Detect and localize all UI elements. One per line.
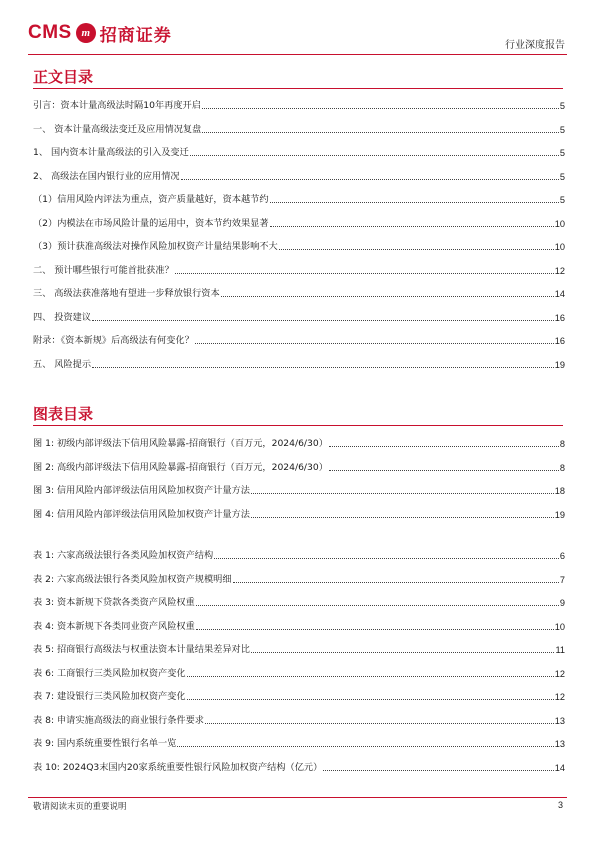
- toc-entry-page: 7: [559, 574, 565, 585]
- page-number: 3: [557, 800, 563, 810]
- toc-entry[interactable]: [33, 666, 565, 680]
- toc-entry-page: 18: [554, 486, 565, 496]
- toc-entry-label: 图 4: 信用风险内部评级法信用风险加权资产计量方法: [33, 508, 250, 520]
- toc-entry-label: 表 10: 2024Q3末国内20家系统重要性银行风险加权资产结构（亿元）: [33, 761, 323, 773]
- toc-entry-page: 5: [559, 124, 565, 135]
- toc-entry[interactable]: [33, 145, 565, 159]
- toc-entry-page: 16: [554, 336, 565, 346]
- company-logo: [28, 18, 172, 48]
- toc-entry[interactable]: [33, 216, 565, 230]
- toc-entry-page: 10: [554, 218, 565, 229]
- dot-leader: [181, 179, 559, 180]
- logo-chinese-text: 招商证券: [99, 25, 172, 46]
- toc-entry[interactable]: [33, 736, 565, 750]
- toc-entry-page: 14: [554, 289, 565, 299]
- dot-leader: [205, 723, 554, 724]
- toc-entry-page: 11: [555, 645, 565, 655]
- toc-entry-label: 四、 投资建议: [33, 311, 92, 323]
- dot-leader: [92, 367, 554, 368]
- toc-entry-label: 表 6: 工商银行三类风险加权资产变化: [33, 667, 186, 679]
- dot-leader: [196, 629, 554, 630]
- toc-entry-label: 表 9: 国内系统重要性银行名单一览: [33, 738, 177, 749]
- toc-entry-label: 表 5: 招商银行高级法与权重法资本计量结果差异对比: [33, 644, 250, 655]
- toc-entry-page: 19: [554, 509, 565, 520]
- toc-entry-page: 10: [554, 242, 565, 252]
- figures-title-rule: [33, 425, 563, 426]
- dot-leader: [329, 470, 559, 471]
- toc-entry-page: 8: [559, 462, 565, 473]
- toc-entry-label: 表 2: 六家高级法银行各类风险加权资产规模明细: [33, 573, 232, 585]
- toc-entry[interactable]: [33, 689, 565, 703]
- toc-entry[interactable]: [33, 483, 565, 497]
- dot-leader: [196, 605, 559, 606]
- toc-entry[interactable]: [33, 263, 565, 277]
- contents-section-title: 正文目录: [33, 68, 94, 86]
- toc-entry-label: 表 3: 资本新规下贷款各类资产风险权重: [33, 597, 195, 608]
- dot-leader: [214, 558, 559, 559]
- toc-entry-page: 5: [559, 101, 565, 111]
- toc-entry[interactable]: [33, 239, 565, 253]
- dot-leader: [187, 699, 554, 700]
- toc-entry[interactable]: [33, 286, 565, 300]
- dot-leader: [187, 676, 554, 677]
- toc-entry[interactable]: [33, 595, 565, 609]
- toc-entry-page: 6: [559, 551, 565, 561]
- toc-entry[interactable]: [33, 548, 565, 562]
- logo-latin-text: CMS: [28, 22, 72, 43]
- toc-entry[interactable]: [33, 619, 565, 633]
- footer-divider: [28, 797, 567, 798]
- toc-entry[interactable]: [33, 310, 565, 324]
- dot-leader: [202, 132, 559, 133]
- toc-entry-label: 表 4: 资本新规下各类同业资产风险权重: [33, 620, 195, 632]
- dot-leader: [270, 202, 559, 203]
- toc-entry[interactable]: [33, 436, 565, 450]
- figures-section-title: 图表目录: [33, 405, 94, 423]
- header-divider: [28, 54, 567, 55]
- toc-entry-label: 1、 国内资本计量高级法的引入及变迁: [33, 147, 189, 158]
- contents-title-rule: [33, 88, 563, 89]
- toc-entry-label: 图 3: 信用风险内部评级法信用风险加权资产计量方法: [33, 485, 250, 496]
- toc-entry-label: 二、 预计哪些银行可能首批获准？: [33, 264, 174, 276]
- dot-leader: [251, 517, 554, 518]
- toc-entry[interactable]: [33, 507, 565, 521]
- toc-entry[interactable]: [33, 460, 565, 474]
- toc-entry-page: 5: [559, 148, 565, 158]
- toc-entry-page: 19: [554, 359, 565, 370]
- toc-entry-label: 图 2: 高级内部评级法下信用风险暴露-招商银行（百万元，2024/6/30）: [33, 461, 328, 473]
- toc-entry-label: 附录：《资本新规》后高级法有何变化？: [33, 335, 194, 346]
- toc-entry-label: 三、 高级法获准落地有望进一步释放银行资本: [33, 288, 220, 299]
- footer-disclaimer: 敬请阅读末页的重要说明: [33, 802, 127, 812]
- toc-entry-label: 一、 资本计量高级法变迁及应用情况复盘: [33, 123, 202, 135]
- toc-entry[interactable]: [33, 192, 565, 206]
- toc-entry[interactable]: [33, 713, 565, 727]
- toc-entry-page: 16: [554, 312, 565, 323]
- toc-entry[interactable]: [33, 98, 565, 112]
- toc-entry[interactable]: [33, 357, 565, 371]
- toc-entry[interactable]: [33, 572, 565, 586]
- toc-entry[interactable]: [33, 122, 565, 136]
- toc-entry-page: 12: [554, 668, 565, 679]
- dot-leader: [221, 296, 554, 297]
- toc-entry-label: 2、 高级法在国内银行业的应用情况: [33, 170, 180, 182]
- dot-leader: [279, 249, 554, 250]
- toc-entry-page: 10: [554, 621, 565, 632]
- toc-entry-page: 12: [554, 265, 565, 276]
- dot-leader: [251, 493, 554, 494]
- toc-entry-label: 引言：资本计量高级法时隔10年再度开启: [33, 100, 201, 111]
- toc-entry-label: （3）预计获准高级法对操作风险加权资产计量结果影响不大: [33, 241, 278, 252]
- dot-leader: [323, 770, 553, 771]
- toc-entry-label: 表 7: 建设银行三类风险加权资产变化: [33, 691, 186, 702]
- report-type-label: 行业深度报告: [505, 40, 565, 51]
- toc-entry-page: 8: [559, 439, 565, 449]
- toc-entry-page: 9: [559, 598, 565, 608]
- toc-entry[interactable]: [33, 333, 565, 347]
- toc-entry-label: 图 1: 初级内部评级法下信用风险暴露-招商银行（百万元，2024/6/30）: [33, 438, 328, 449]
- dot-leader: [190, 155, 559, 156]
- toc-entry[interactable]: [33, 642, 565, 656]
- toc-entry[interactable]: [33, 760, 565, 774]
- toc-entry-page: 14: [554, 762, 565, 773]
- toc-entry-page: 5: [559, 171, 565, 182]
- dot-leader: [329, 446, 559, 447]
- toc-entry[interactable]: [33, 169, 565, 183]
- page-header: [0, 0, 595, 60]
- toc-entry-page: 13: [554, 715, 565, 726]
- dot-leader: [175, 273, 554, 274]
- dot-leader: [233, 582, 559, 583]
- toc-entry-page: 12: [554, 692, 565, 702]
- toc-entry-page: 13: [554, 739, 565, 749]
- dot-leader: [92, 320, 554, 321]
- toc-entry-label: 表 1: 六家高级法银行各类风险加权资产结构: [33, 550, 214, 561]
- dot-leader: [177, 746, 553, 747]
- dot-leader: [195, 343, 554, 344]
- dot-leader: [270, 226, 554, 227]
- toc-entry-label: （2）内模法在市场风险计量的运用中，资本节约效果显著: [33, 217, 269, 229]
- dot-leader: [251, 652, 555, 653]
- logo-badge-icon: m: [76, 23, 96, 43]
- dot-leader: [202, 108, 559, 109]
- toc-entry-label: 五、 风险提示: [33, 358, 92, 370]
- toc-entry-label: （1）信用风险内评法为重点，资产质量越好，资本越节约: [33, 194, 269, 205]
- toc-entry-page: 5: [559, 195, 565, 205]
- toc-entry-label: 表 8: 申请实施高级法的商业银行条件要求: [33, 714, 204, 726]
